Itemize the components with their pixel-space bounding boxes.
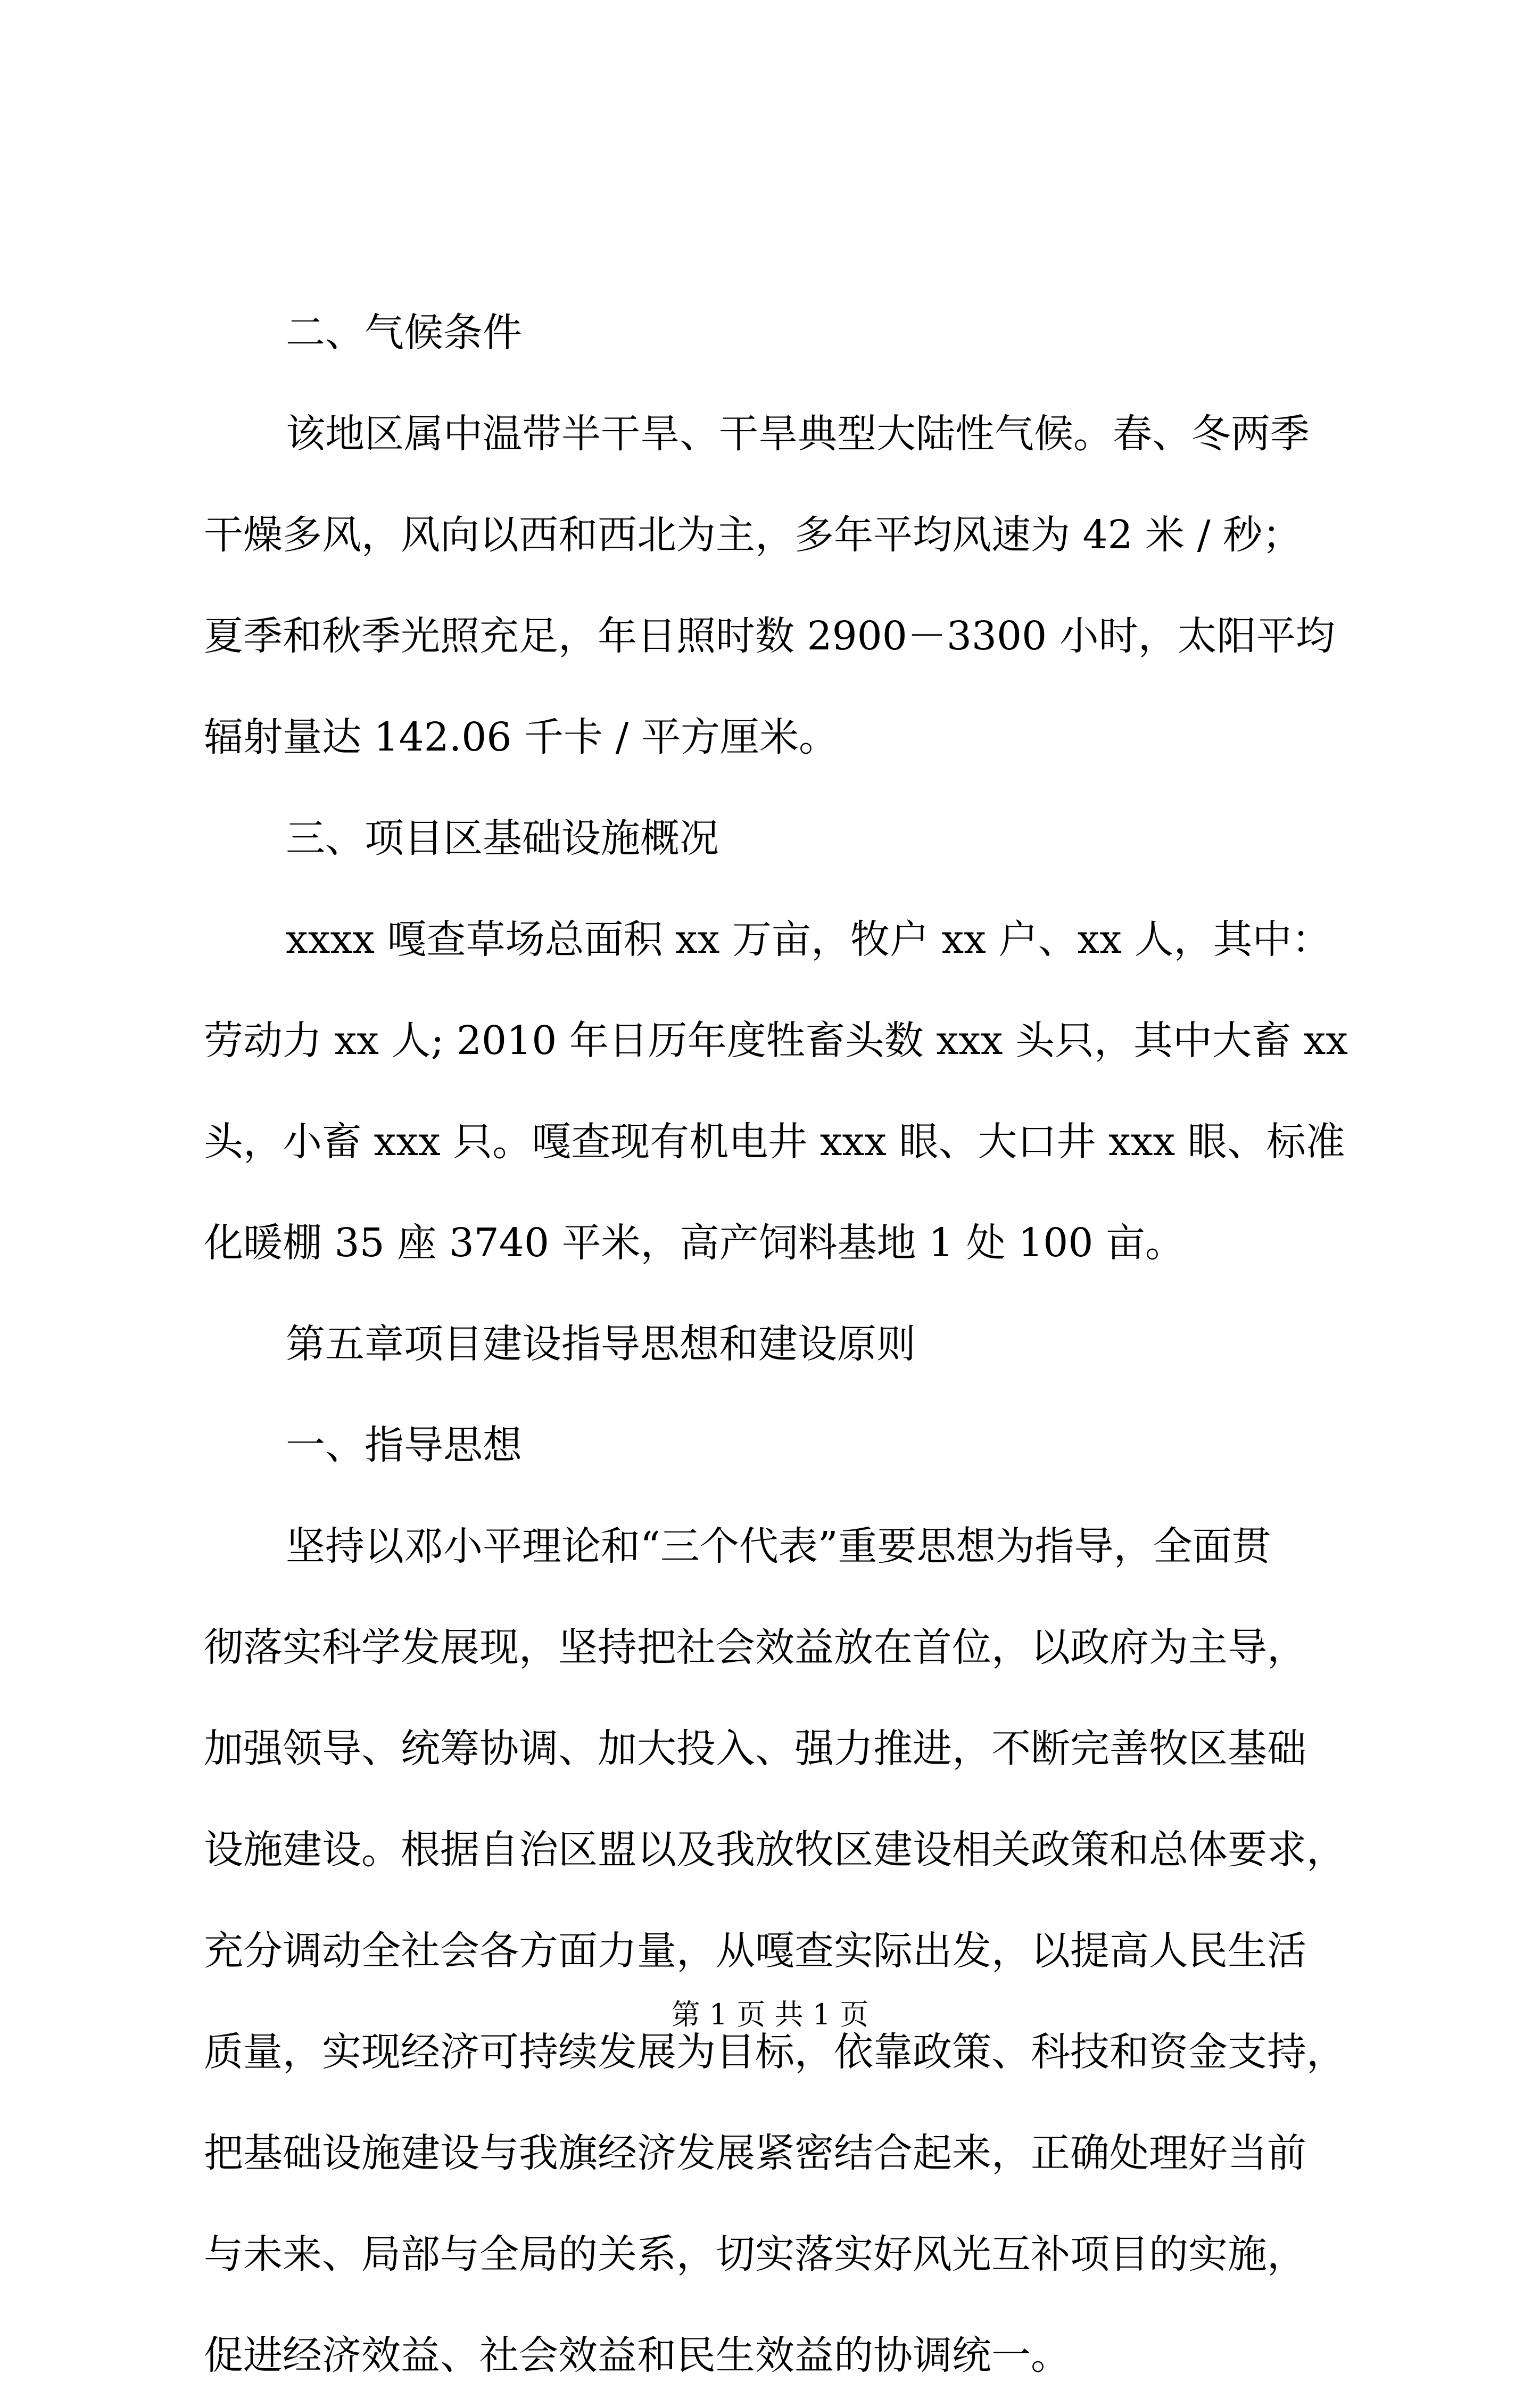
document-line: 二、气候条件 [286,310,522,356]
page-footer: 第 1 页 共 1 页 [671,1998,869,2031]
document-line: 与未来、局部与全局的关系，切实落实好风光互补项目的实施， [204,2231,1306,2277]
document-line: 彻落实科学发展现，坚持把社会效益放在首位，以政府为主导， [204,1625,1306,1670]
document-line: 头，小畜 xxx 只。嘎查现有机电井 xxx 眼、大口井 xxx 眼、标准 [204,1119,1345,1165]
document-line: 劳动力 xx 人; 2010 年日历年度牲畜头数 xxx 头只，其中大畜 xx [204,1018,1348,1064]
document-line: 第五章项目建设指导思想和建设原则 [286,1321,916,1367]
document-line: 充分调动全社会各方面力量，从嘎查实际出发，以提高人民生活 [204,1928,1306,1974]
document-line: 干燥多风，风向以西和西北为主，多年平均风速为 42 米 / 秒； [204,512,1302,558]
document-line: 加强领导、统筹协调、加大投入、强力推进，不断完善牧区基础 [204,1726,1306,1771]
document-line: 促进经济效益、社会效益和民生效益的协调统一。 [204,2333,1070,2378]
document-line: 该地区属中温带半干旱、干旱典型大陆性气候。春、冬两季 [286,411,1310,457]
document-line: xxxx 嘎查草场总面积 xx 万亩，牧户 xx 户、xx 人，其中： [286,917,1331,962]
document-line: 一、指导思想 [286,1422,522,1468]
document-line: 化暖棚 35 座 3740 平米，高产饲料基地 1 处 100 亩。 [204,1220,1185,1266]
document-line: 辐射量达 142.06 千卡 / 平方厘米。 [204,714,838,760]
document-line: 夏季和秋季光照充足，年日照时数 2900－3300 小时，太阳平均 [204,613,1335,659]
document-line: 质量，实现经济可持续发展为目标，依靠政策、科技和资金支持， [204,2029,1346,2075]
document-line: 三、项目区基础设施概况 [286,815,719,861]
document-body [204,282,1353,2406]
document-line: 坚持以邓小平理论和“三个代表”重要思想为指导，全面贯 [286,1523,1271,1569]
document-line: 把基础设施建设与我旗经济发展紧密结合起来，正确处理好当前 [204,2130,1306,2176]
document-line: 设施建设。根据自治区盟以及我放牧区建设相关政策和总体要求， [204,1827,1346,1873]
